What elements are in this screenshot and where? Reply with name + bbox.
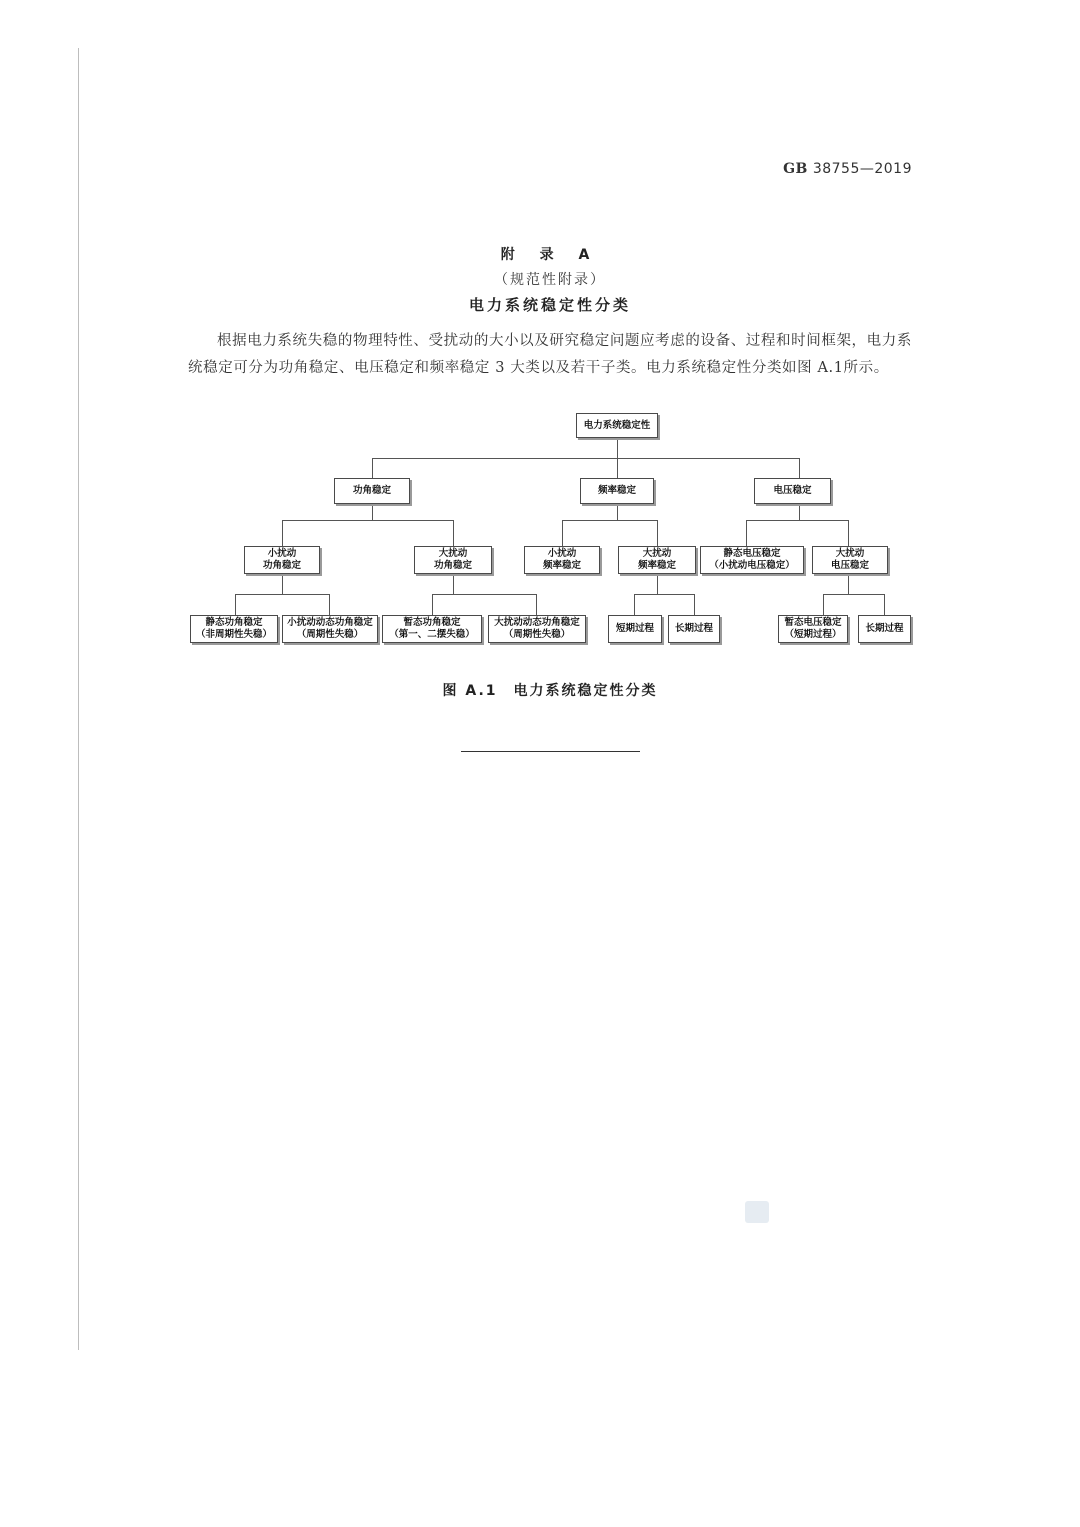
node-large-disturbance-voltage — [812, 546, 888, 574]
node-label: 电压稳定 — [773, 485, 812, 496]
connector — [746, 520, 848, 521]
node-large-disturbance-angle — [414, 546, 492, 574]
node-label: 功角稳定 — [352, 485, 391, 496]
connector — [282, 520, 283, 546]
connector — [848, 520, 849, 546]
connector — [432, 594, 433, 615]
node-angle-stability — [334, 478, 410, 504]
connector — [799, 458, 800, 478]
node-large-dynamic-angle — [488, 615, 586, 643]
connector — [453, 574, 454, 594]
node-small-disturbance-angle — [244, 546, 320, 574]
node-frequency-stability — [580, 478, 654, 504]
connector — [617, 458, 618, 478]
node-small-dynamic-angle — [282, 615, 378, 643]
node-label: 大扰动 — [835, 548, 865, 559]
connector — [372, 458, 799, 459]
node-label: 功角稳定 — [262, 560, 301, 571]
node-label: （非周期性失稳） — [195, 629, 272, 640]
node-voltage-stability — [754, 478, 831, 504]
node-label: 小扰动动态功角稳定 — [287, 617, 373, 628]
node-voltage-long-term — [858, 615, 911, 643]
node-label: 大扰动动态功角稳定 — [494, 617, 580, 628]
end-rule — [461, 751, 640, 752]
connector — [823, 594, 824, 615]
node-large-disturbance-frequency — [618, 546, 696, 574]
node-label: 大扰动 — [438, 548, 468, 559]
connector — [657, 574, 658, 594]
node-transient-voltage — [778, 615, 848, 643]
annex-title: 附 录 A — [500, 247, 600, 263]
connector — [235, 594, 236, 615]
connector — [634, 594, 635, 615]
node-transient-angle — [382, 615, 482, 643]
body-paragraph: 根据电力系统失稳的物理特性、受扰动的大小以及研究稳定问题应考虑的设备、过程和时间框架，电力系统稳定可分为功角稳定、电压稳定和频率稳定 3 大类以及若干子类。电力系统稳定性分类如图 A.1所示。 — [188, 333, 912, 376]
connector — [617, 504, 618, 520]
node-small-disturbance-frequency — [524, 546, 600, 574]
node-root-label: 电力系统稳定性 — [583, 419, 651, 431]
node-label: （周期性失稳） — [503, 629, 571, 640]
node-label: 暂态电压稳定 — [784, 617, 842, 628]
connector — [282, 574, 283, 594]
connector — [746, 520, 747, 546]
node-label: 长期过程 — [674, 623, 713, 634]
node-label: 暂态功角稳定 — [403, 617, 461, 628]
node-root — [576, 413, 658, 438]
node-label: 静态电压稳定 — [723, 548, 781, 559]
node-label: 频率稳定 — [542, 560, 581, 571]
connector — [617, 438, 618, 458]
connector — [235, 594, 329, 595]
connector — [562, 520, 657, 521]
node-label: （短期过程） — [784, 629, 842, 640]
connector — [329, 594, 330, 615]
connector — [536, 594, 537, 615]
connector — [372, 458, 373, 478]
node-frequency-short-term — [608, 615, 662, 643]
connector — [799, 504, 800, 520]
node-label: 长期过程 — [865, 623, 904, 634]
node-static-angle — [190, 615, 278, 643]
figure-caption: 图 A.1 电力系统稳定性分类 — [442, 683, 658, 699]
node-label: 大扰动 — [642, 548, 672, 559]
annex-name: 电力系统稳定性分类 — [468, 296, 631, 314]
node-label: （小扰动电压稳定） — [709, 560, 795, 571]
node-frequency-long-term — [668, 615, 720, 643]
node-label: 功角稳定 — [433, 560, 472, 571]
node-static-voltage — [700, 546, 804, 574]
node-label: 电压稳定 — [830, 560, 869, 571]
connector — [848, 574, 849, 594]
node-label: 频率稳定 — [637, 560, 676, 571]
connector — [432, 594, 536, 595]
node-label: 小扰动 — [267, 548, 297, 559]
node-label: （第一、二摆失稳） — [389, 629, 475, 640]
connector — [453, 520, 454, 546]
connector — [657, 520, 658, 546]
node-label: 小扰动 — [547, 548, 577, 559]
node-label: （周期性失稳） — [296, 629, 364, 640]
connector — [562, 520, 563, 546]
connector — [823, 594, 884, 595]
connector — [372, 504, 373, 520]
watermark-logo — [745, 1201, 769, 1223]
connector — [884, 594, 885, 615]
connector — [694, 594, 695, 615]
node-label: 短期过程 — [615, 623, 654, 634]
connector — [282, 520, 453, 521]
annex-note: （规范性附录） — [494, 272, 606, 288]
node-label: 静态功角稳定 — [205, 617, 263, 628]
connector — [634, 594, 694, 595]
node-label: 频率稳定 — [597, 485, 636, 496]
standard-code: GB 38755—2019 — [783, 161, 912, 177]
